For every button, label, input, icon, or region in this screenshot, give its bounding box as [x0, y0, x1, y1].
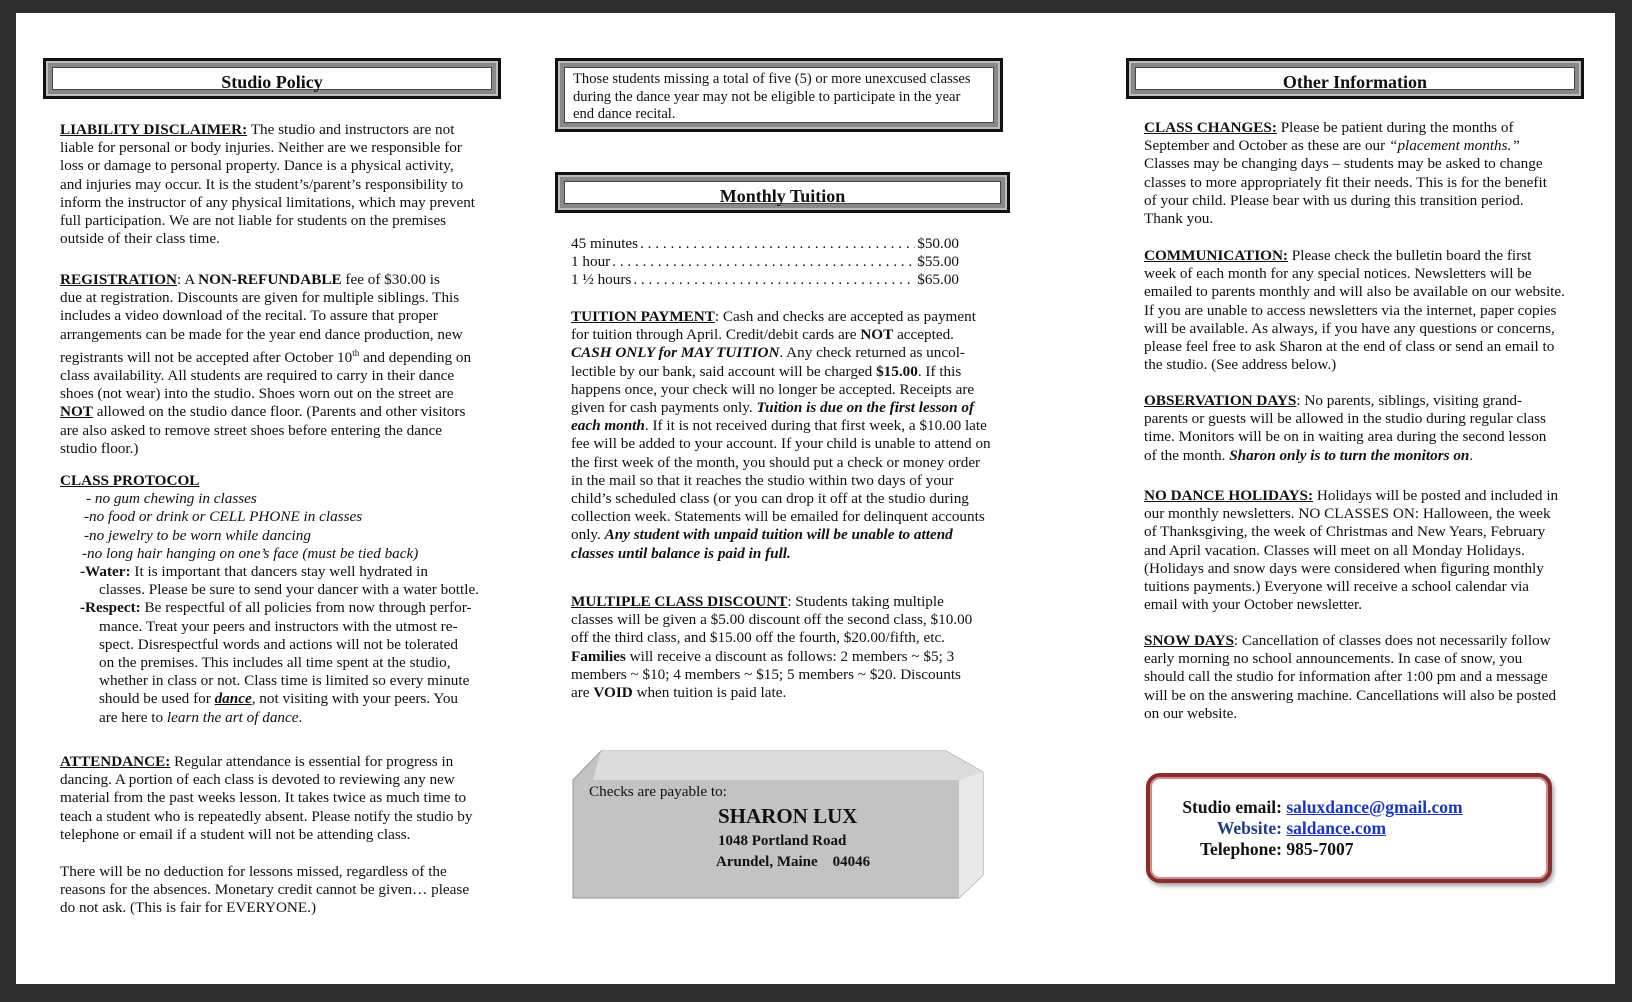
liability-title: LIABILITY DISCLAIMER: [60, 121, 248, 138]
liability-section: LIABILITY DISCLAIMER: The studio and instructors are not liable for personal or body injuries. Neither are we responsible for loss or damage to personal property. Dance is a physical activity, and injuries may occur. It is the student’s/parent’s responsibility to inform the instructor of any physical limitations, which may prevent full participation. We are not liable for students on the premises outside of their class time. [60, 121, 476, 248]
attendance-section: ATTENDANCE: Regular attendance is essential for progress in dancing. A portion of each class is devoted to reviewing any new material from the past weeks lesson. It takes twice as much time to teach a student who is repeatedly absent. Please notify the studio by telephone or email if a student will not be attending class. [60, 753, 473, 843]
holidays-title: NO DANCE HOLIDAYS: [1144, 487, 1314, 504]
tuition-rates [571, 235, 959, 290]
observation-days-section: OBSERVATION DAYS: No parents, siblings, visiting grand- parents or guests will be allowed in the studio during regular class time. Monitors will be on in waiting area during the second lesson of the month. Sharon only is to turn the monitors on. [1144, 392, 1547, 464]
payee-name: SHARON LUX [718, 804, 858, 828]
monthly-tuition-header [555, 172, 1010, 213]
class-changes-section: CLASS CHANGES: Please be patient during the months of September and October as these are our “placement months.” Classes may be changing days – students may be asked to change classes to more appropriately fit their needs. This is for the benefit of your child. Please bear with us during this transition period. Thank you. [1144, 119, 1547, 228]
registration-section: REGISTRATION: A NON-REFUNDABLE fee of $30.00 is due at registration. Discounts are given for multiple siblings. This includes a video download of the recital. To assure that proper arrangements can be made for the year end dance production, new registrants will not be accepted after October 10th and depending on class availability. All students are required to carry in their dance shoes (not wear) into the studio. Shoes worn out on the street are NOT allowed on the studio dance floor. (Parents and other visitors are also asked to remove street shoes before entering the dance studio floor.) [60, 271, 472, 457]
checks-label: Checks are payable to: [589, 783, 727, 800]
rate-row: 45 minutes . . . $50.00 [571, 235, 959, 253]
observation-days-title: OBSERVATION DAYS [1144, 392, 1297, 409]
contact-box [1146, 773, 1552, 883]
multiple-class-discount-section: MULTIPLE CLASS DISCOUNT: Students taking multiple classes will be given a $5.00 discount off the second class, $10.00 off the third class, and $15.00 off the fourth, $20.00/fifth, etc. Families will receive a discount as follows: 2 members ~ $5; 3 members ~ $10; 4 members ~ $15; 5 members ~ $20. Discounts are VOID when tuition is paid late. [571, 593, 973, 702]
tuition-payment-section: TUITION PAYMENT: Cash and checks are accepted as payment for tuition through April. Credit/debit cards are NOT accepted. CASH ONLY for MAY TUITION. Any check returned as uncol- lectible by our bank, said account will be charged $15.00. If this happens once, your check will no longer be accepted. Receipts are given for cash payments only. Tuition is due on the first lesson of each month. If it is not received during that first week, a $10.00 late fee will be added to your account. If your child is unable to attend on the first week of the month, you should put a check or money order in the mail so that it reaches the studio within two days of your child’s scheduled class (or you can drop it off at the studio during collection week. Statements will be emailed for delinquent accounts only. Any student with unpaid tuition will be unable to attend classes until balance is paid in full. [571, 308, 991, 562]
email-label: Studio email: [1182, 797, 1282, 817]
phone-label: Telephone: [1199, 839, 1282, 859]
deduction-note: There will be no deduction for lessons missed, regardless of the reasons for the absences. Monetary credit cannot be given… please do not ask. (This is fair for EVERYONE.) [60, 863, 470, 917]
registration-title: REGISTRATION [60, 271, 178, 288]
studio-policy-header [43, 58, 501, 99]
website-label: Website: [1216, 818, 1282, 838]
brochure-page [16, 13, 1615, 984]
rate-row: 1 hour . . . $55.00 [571, 253, 959, 271]
monthly-tuition-title: Monthly Tuition [564, 181, 1001, 204]
class-protocol-section: CLASS PROTOCOL - no gum chewing in classes -no food or drink or CELL PHONE in classes -no jewelry to be worn while dancing -no long hair hanging on one’s face (must be tied back) -Water: It is important that dancers stay well hydrated in classes. Please be sure to send your dancer with a water bottle. -Respect: Be respectful of all policies from now through perfor- mance. Treat your peers and instructors with the utmost re- spect. Disrespectful words and actions will not be tolerated on the premises. This includes all time spent at the studio, whether in class or not. Class time is limited so every minute should be used for dance, not visiting with your peers. You are here to learn the art of dance. [60, 472, 530, 727]
discount-title: MULTIPLE CLASS DISCOUNT [571, 593, 788, 610]
list-item: -no jewelry to be worn while dancing [84, 526, 311, 544]
snow-days-section: SNOW DAYS: Cancellation of classes does not necessarily follow early morning no school announcements. In case of snow, you should call the studio for information after 1:00 pm and a message will be on the answering machine. Cancellations will also be posted on our website. [1144, 632, 1557, 722]
absence-notice-box: Those students missing a total of five (5) or more unexcused classes during the dance year may not be eligible to participate in the year end dance recital. [555, 58, 1003, 132]
list-item: -no food or drink or CELL PHONE in classes [84, 508, 363, 526]
snow-days-title: SNOW DAYS [1144, 632, 1234, 649]
phone-number: 985-7007 [1286, 839, 1354, 859]
other-info-header [1126, 58, 1584, 99]
payee-address-line2: Arundel, Maine 04046 [716, 854, 871, 870]
payee-address-line1: 1048 Portland Road [718, 833, 847, 849]
rate-row: 1 ½ hours . . . $65.00 [571, 271, 959, 289]
communication-section: COMMUNICATION: Please check the bulletin board the first week of each month for any special notices. Newsletters will be emailed to parents monthly and will also be available on our website. If you are unable to access newsletters via the internet, paper copies will be available. As always, if you have any questions or concerns, please feel free to ask Sharon at the end of class or send an email to the studio. (See address below.) [1144, 247, 1565, 374]
attendance-title: ATTENDANCE: [60, 753, 171, 770]
no-dance-holidays-section: NO DANCE HOLIDAYS: Holidays will be posted and included in our monthly newsletters. NO CLASSES ON: Halloween, the week of Thanksgiving, the week of Christmas and New Years, February and April vacation. Classes will meet on all Monday Holidays. (Holidays and snow days were considered when figuring monthly tuitions payments.) Everyone will receive a school calendar via email with your October newsletter. [1144, 487, 1559, 614]
checks-payable-box [571, 750, 986, 900]
list-item: - no gum chewing in classes [86, 490, 257, 508]
other-info-title: Other Information [1135, 67, 1575, 90]
tuition-payment-title: TUITION PAYMENT [571, 308, 715, 325]
website-link[interactable]: saldance.com [1286, 818, 1387, 838]
email-link[interactable]: saluxdance@gmail.com [1286, 797, 1463, 817]
list-item: -no long hair hanging on one’s face (must be tied back) [82, 544, 419, 562]
studio-policy-title: Studio Policy [52, 67, 492, 90]
class-changes-title: CLASS CHANGES: [1144, 119, 1277, 136]
class-protocol-title: CLASS PROTOCOL [60, 472, 200, 489]
communication-title: COMMUNICATION: [1144, 247, 1288, 264]
